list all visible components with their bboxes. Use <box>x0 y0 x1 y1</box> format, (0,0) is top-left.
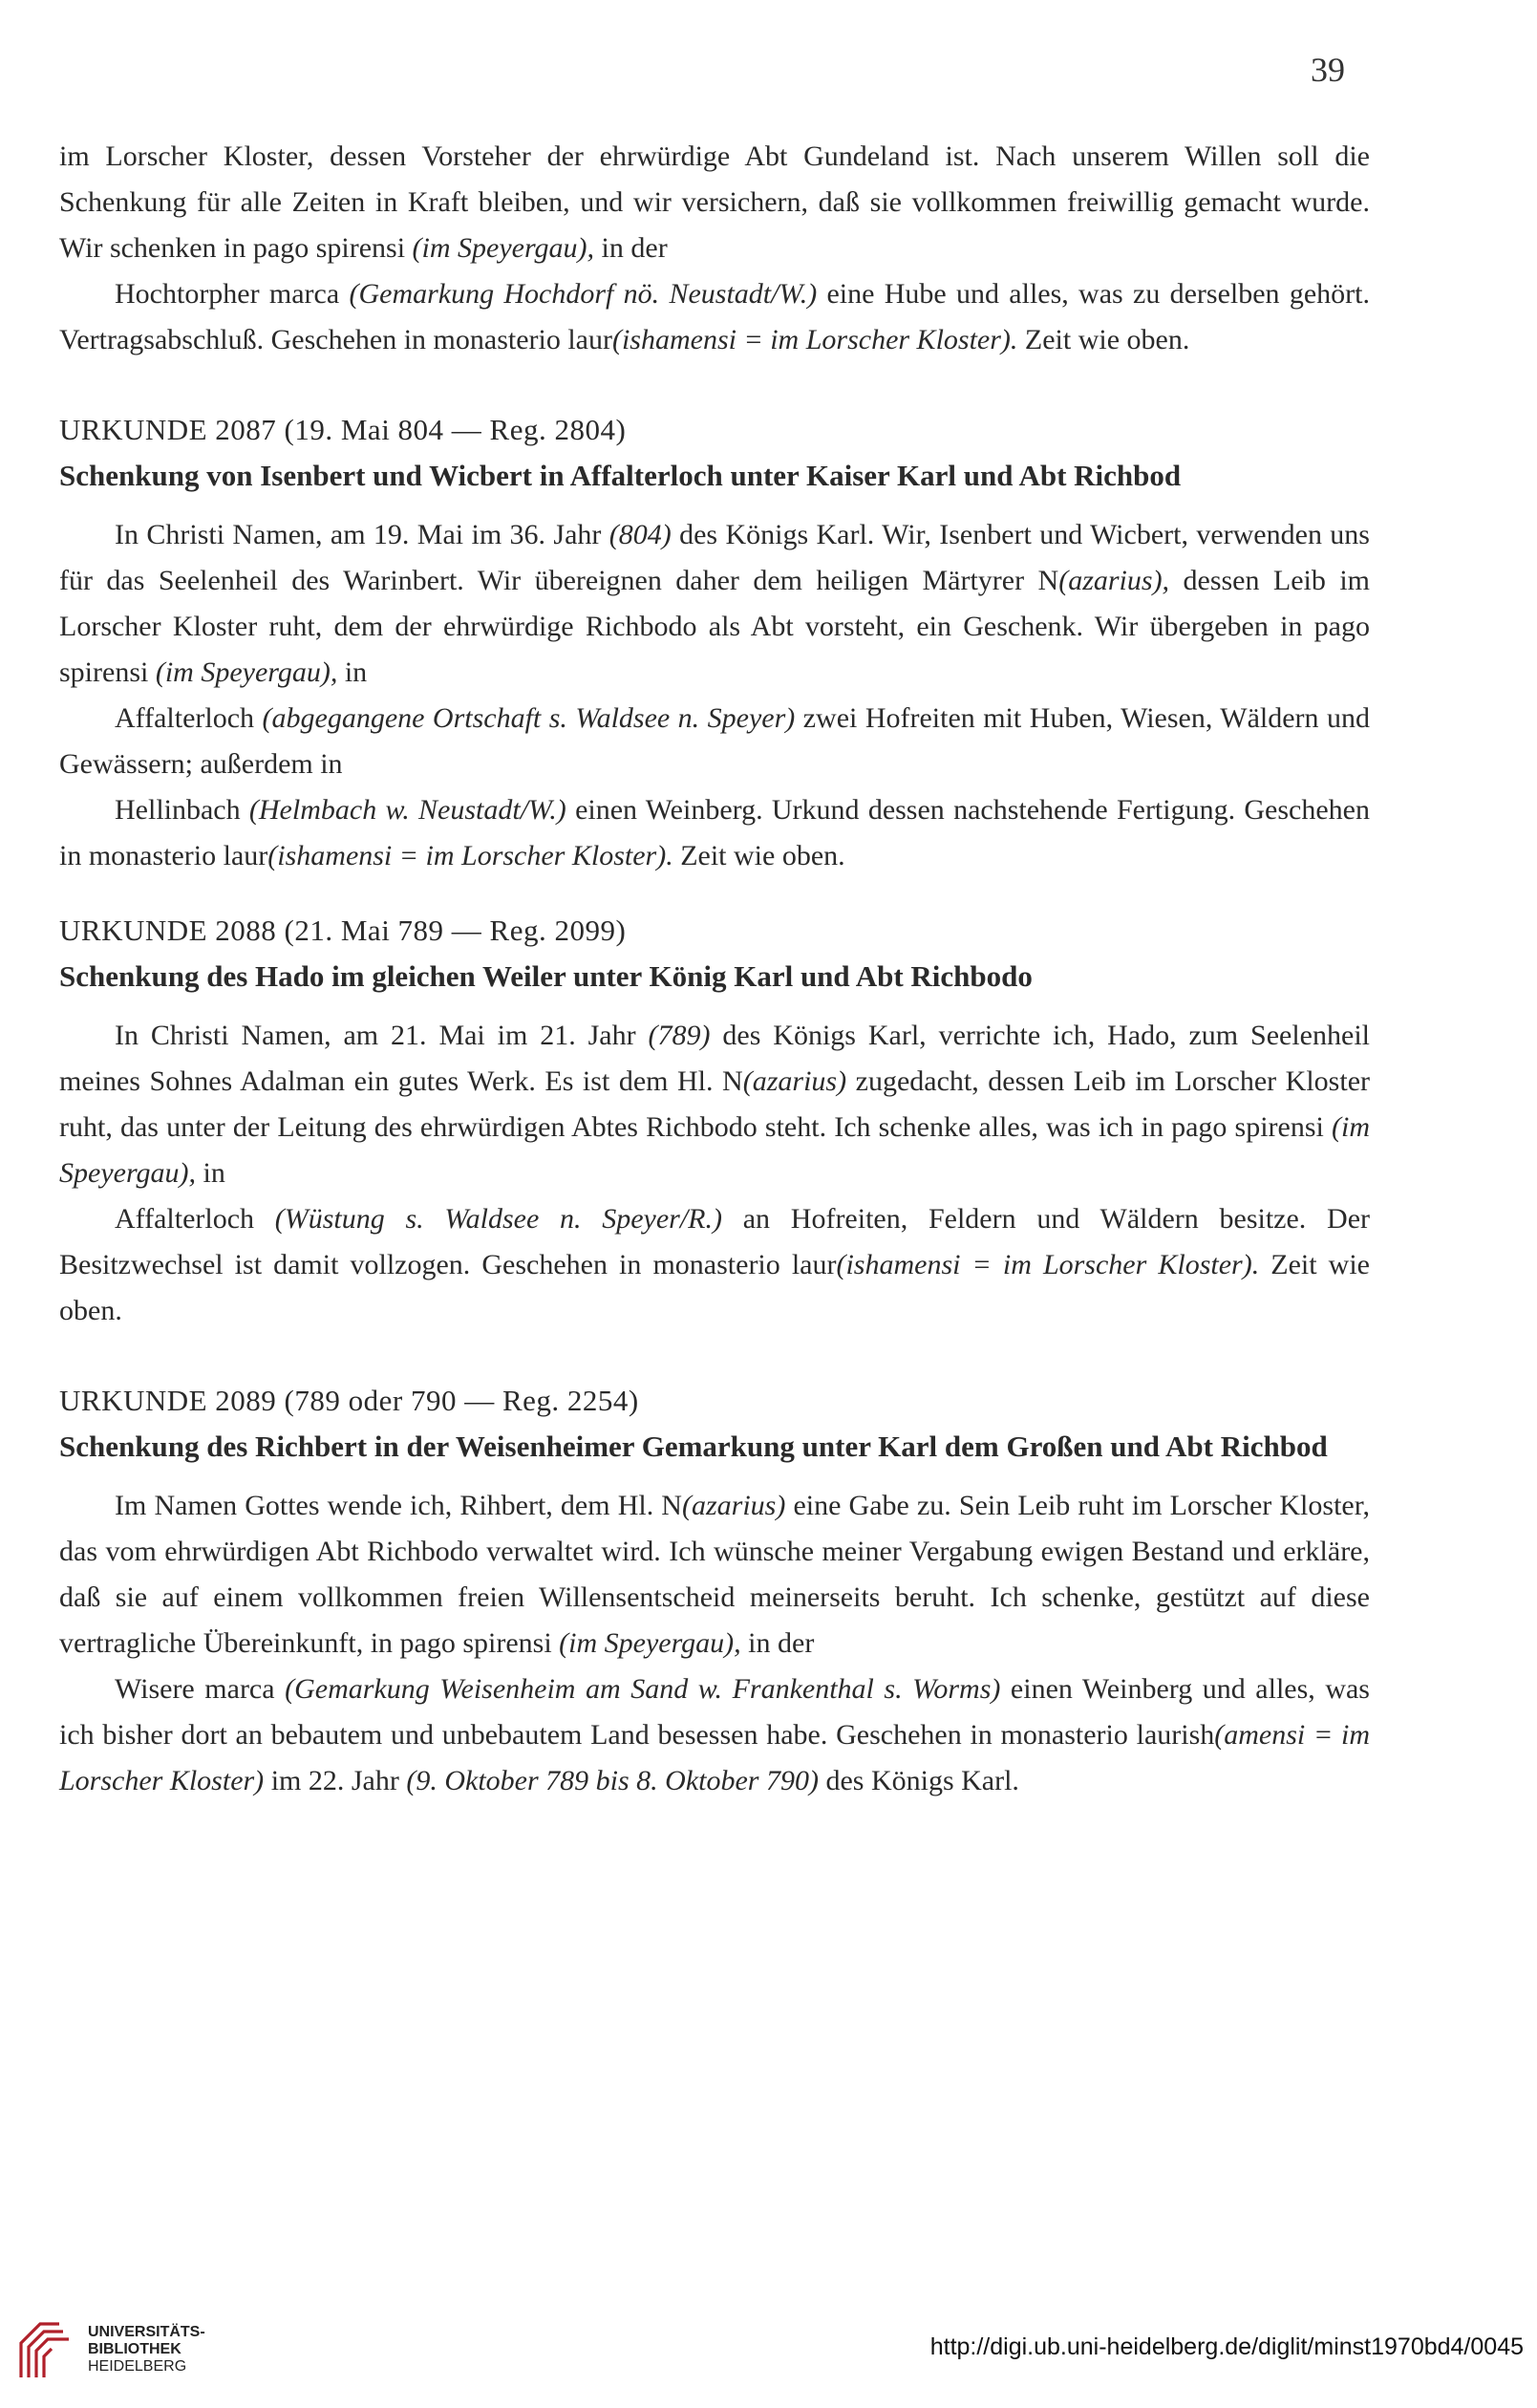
italic-annotation: (im Speyergau), <box>412 232 595 264</box>
italic-annotation: (azarius) <box>681 1490 786 1521</box>
library-name-line: BIBLIOTHEK <box>88 2341 181 2357</box>
text-run: Zeit wie oben. <box>672 840 845 871</box>
text-run: eine Hube und alles, was zu derselben gehört. Vertragsabschluß. Geschehen in monasterio laur <box>59 278 1370 355</box>
text-run: einen Weinberg. Urkund dessen nachstehende Fertigung. Geschehen in monasterio laur <box>59 794 1370 871</box>
section-paragraph <box>59 1013 1370 1196</box>
italic-annotation: (Helmbach w. Neustadt/W.) <box>248 794 566 826</box>
text-run: an Hofreiten, Feldern und Wäldern besitze. Der Besitzwechsel ist damit vollzogen. Geschehen in monasterio laur <box>59 1203 1370 1280</box>
text-run: des Königs Karl. Wir, Isenbert und Wicbert, verwenden uns für das Seelenheil des Warinbert. Wir übereignen daher dem heiligen Märtyrer N <box>59 519 1370 596</box>
text-run: In Christi Namen, am 19. Mai im 36. Jahr <box>115 519 609 550</box>
source-url-link[interactable]: http://digi.ub.uni-heidelberg.de/diglit/minst1970bd4/0045 <box>929 2333 1524 2360</box>
italic-annotation: (im Speyergau), <box>155 656 338 688</box>
text-run: des Königs Karl, verrichte ich, Hado, zum Seelenheil meines Sohnes Adalman ein gutes Werk. Es ist dem Hl. N <box>59 1020 1370 1097</box>
section-heading: URKUNDE 2087 (19. Mai 804 — Reg. 2804) <box>59 413 627 446</box>
italic-annotation: (804) <box>608 519 672 550</box>
text-run: zwei Hofreiten mit Huben, Wiesen, Wäldern und Gewässern; außerdem in <box>59 702 1371 780</box>
section-2089 <box>59 1378 1370 1804</box>
text-run: des Königs Karl. <box>818 1765 1019 1796</box>
text-run: in der <box>740 1627 815 1659</box>
italic-annotation: (Gemarkung Hochdorf nö. Neustadt/W.) <box>349 278 818 310</box>
section-paragraph <box>59 1196 1370 1334</box>
italic-annotation: (amensi = im Lorscher Kloster) <box>59 1719 1370 1796</box>
library-name-line: UNIVERSITÄTS- <box>88 2324 205 2340</box>
text-run: im Lorscher Kloster, dessen Vorsteher der ehrwürdige Abt Gundeland ist. Nach unserem Willen soll die Schenkung für alle Zeiten in Kraft bleiben, und wir versichern, daß sie vollkommen freiwillig gemacht wurde. Wir schenken in pago spirensi <box>59 140 1370 264</box>
text-run: Im Namen Gottes wende ich, Rihbert, dem Hl. N <box>115 1490 682 1521</box>
italic-annotation: (azarius), <box>1058 565 1170 596</box>
text-run: Wisere marca <box>115 1673 286 1705</box>
section-2087 <box>59 407 1370 879</box>
section-2088 <box>59 908 1370 1334</box>
italic-annotation: (abgegangene Ortschaft s. Waldsee n. Speyer) <box>262 702 796 734</box>
italic-annotation: (im Speyergau), <box>559 1627 741 1659</box>
italic-annotation: (im Speyergau), <box>59 1111 1370 1189</box>
section-heading: URKUNDE 2089 (789 oder 790 — Reg. 2254) <box>59 1384 639 1417</box>
text-run: einen Weinberg und alles, was ich bisher dort an bebautem und unbebautem Land besessen habe. Geschehen in monasterio laurish <box>59 1673 1370 1751</box>
italic-annotation: (9. Oktober 789 bis 8. Oktober 790) <box>406 1765 819 1796</box>
text-run: Hellinbach <box>115 794 249 826</box>
text-run: im 22. Jahr <box>264 1765 407 1796</box>
section-subheading: Schenkung von Isenbert und Wicbert in Affalterloch unter Kaiser Karl und Abt Richbod <box>59 459 1182 492</box>
document-body <box>59 134 1370 1804</box>
section-heading: URKUNDE 2088 (21. Mai 789 — Reg. 2099) <box>59 914 627 947</box>
intro-paragraph-2 <box>59 271 1370 363</box>
italic-annotation: (azarius) <box>742 1065 847 1097</box>
section-subheading: Schenkung des Hado im gleichen Weiler unter König Karl und Abt Richbodo <box>59 959 1033 993</box>
text-run: in <box>196 1157 225 1189</box>
italic-annotation: (ishamensi = im Lorscher Kloster). <box>836 1249 1260 1280</box>
section-paragraph <box>59 787 1370 879</box>
text-run: Zeit wie oben. <box>1017 324 1190 355</box>
italic-annotation: (Wüstung s. Waldsee n. Speyer/R.) <box>274 1203 723 1235</box>
ub-heidelberg-logo-icon[interactable] <box>15 2314 75 2383</box>
section-paragraph <box>59 1666 1370 1804</box>
page-number: 39 <box>1311 51 1345 89</box>
section-paragraph <box>59 512 1370 696</box>
italic-annotation: (ishamensi = im Lorscher Kloster). <box>267 840 673 871</box>
library-name-line: HEIDELBERG <box>88 2358 187 2375</box>
text-run: Zeit wie oben. <box>59 1249 1370 1326</box>
text-run: eine Gabe zu. Sein Leib ruht im Lorscher Kloster, das vom ehrwürdigen Abt Richbodo verwaltet wird. Ich wünsche meiner Vergabung ewigen Bestand und erkläre, daß sie auf einem vollkommen freien Willensentscheid meinerseits beruht. Ich schenke, gestützt auf diese vertragliche Übereinkunft, in pago spirensi <box>59 1490 1371 1659</box>
text-run: Hochtorpher marca <box>115 278 350 310</box>
text-run: In Christi Namen, am 21. Mai im 21. Jahr <box>115 1020 649 1051</box>
library-name <box>88 2324 205 2376</box>
intro-paragraph-1 <box>59 134 1370 271</box>
text-run: Affalterloch <box>115 702 263 734</box>
italic-annotation: (Gemarkung Weisenheim am Sand w. Frankenthal s. Worms) <box>285 1673 1001 1705</box>
text-run: Affalterloch <box>115 1203 275 1235</box>
section-subheading: Schenkung des Richbert in der Weisenheimer Gemarkung unter Karl dem Großen und Abt Richbod <box>59 1430 1328 1463</box>
italic-annotation: (ishamensi = im Lorscher Kloster). <box>611 324 1018 355</box>
text-run: in der <box>594 232 668 264</box>
text-run: zugedacht, dessen Leib im Lorscher Kloster ruht, das unter der Leitung des ehrwürdigen Abtes Richbodo steht. Ich schenke alles, was ich in pago spirensi <box>59 1065 1370 1143</box>
text-run: in <box>337 656 368 688</box>
section-paragraph <box>59 1483 1370 1666</box>
italic-annotation: (789) <box>648 1020 711 1051</box>
text-run: dessen Leib im Lorscher Kloster ruht, dem der ehrwürdige Richbodo als Abt vorsteht, ein Geschenk. Wir übergeben in pago spirensi <box>59 565 1370 688</box>
digitization-footer <box>0 2311 1537 2406</box>
section-paragraph <box>59 696 1370 787</box>
